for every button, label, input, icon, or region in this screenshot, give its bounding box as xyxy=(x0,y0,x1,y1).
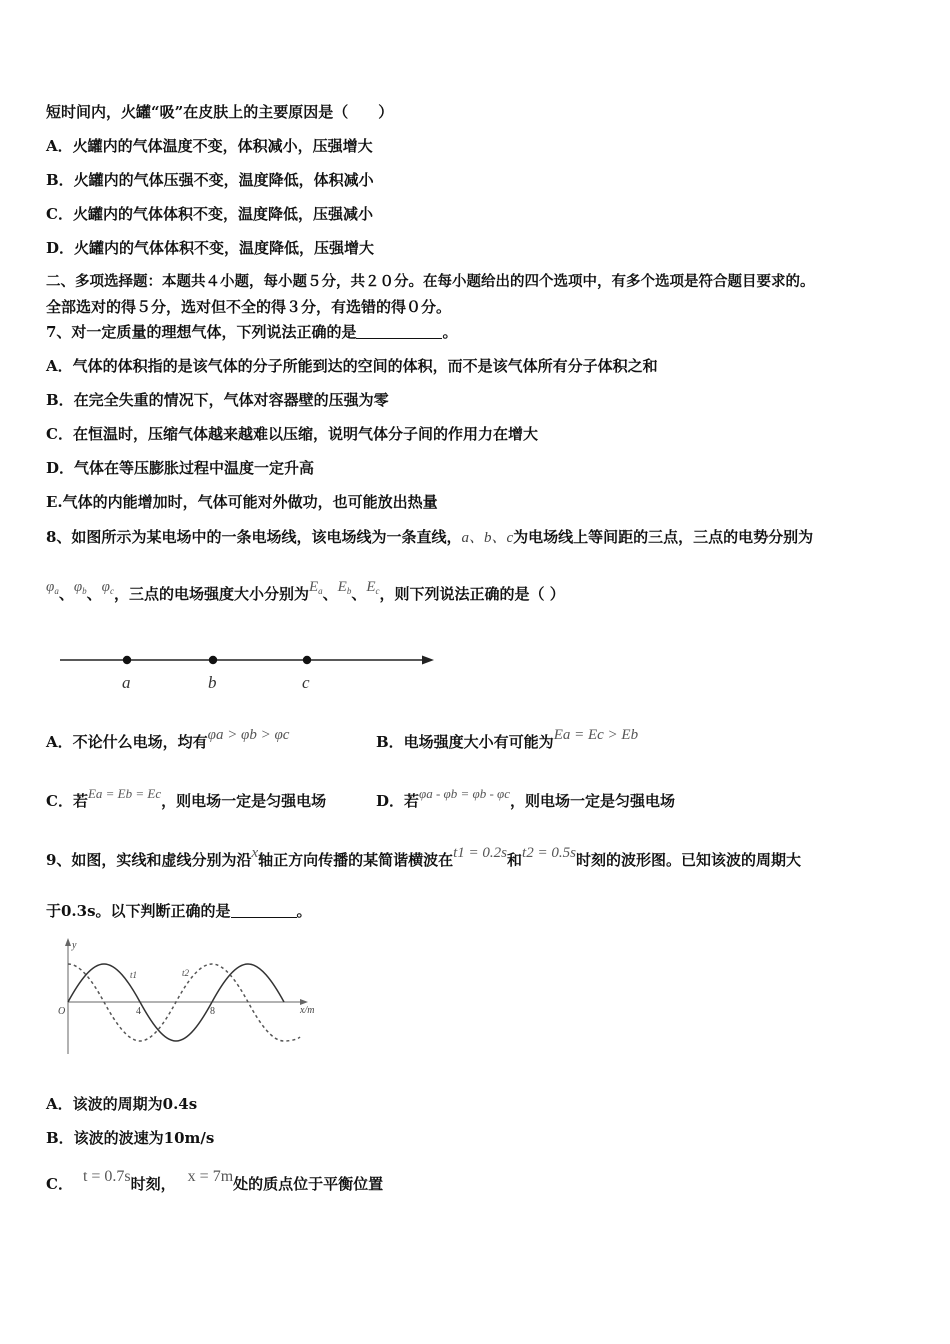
point-b-label: b xyxy=(208,673,217,692)
q9-stem-d: 时刻的波形图。已知该波的周期大 xyxy=(575,851,801,869)
q9-option-c-tail: 处的质点位于平衡位置 xyxy=(233,1175,384,1193)
q8-option-a-text: A．不论什么电场，均有 xyxy=(46,733,208,751)
phi-c-sub: c xyxy=(109,586,114,596)
q7-option-d: D．气体在等压膨胀过程中温度一定升高 xyxy=(46,459,315,477)
phi-a-sub: a xyxy=(54,586,59,596)
sep-2: 、 xyxy=(86,585,102,603)
q8-option-d xyxy=(376,786,675,812)
origin-label: O xyxy=(58,1006,66,1017)
q8-option-d-tail: ，则电场一定是匀强电场 xyxy=(509,792,675,810)
q8-points-abc: a、b、c xyxy=(461,530,514,546)
x-axis-label: x/m xyxy=(300,1005,315,1016)
section2-heading-line2: 全部选对的得５分，选对但不全的得３分，有选错的得０分。 xyxy=(46,298,452,316)
q6-stem: 短时间内，火罐“吸”在皮肤上的主要原因是（ ） xyxy=(46,103,394,121)
y-axis-label: y xyxy=(72,940,77,951)
q9-option-c-mid: 时刻， xyxy=(130,1175,176,1193)
q7-option-e: E.气体的内能增加时，气体可能对外做功，也可能放出热量 xyxy=(46,493,438,511)
q9-option-a: A．该波的周期为0.4s xyxy=(46,1095,198,1113)
q9-wave-graph xyxy=(56,936,326,1058)
q8-option-d-math: φa - φb = φb - φc xyxy=(419,786,510,801)
q8-option-b-math: Ea = Ec > Eb xyxy=(553,727,639,743)
q8-option-c-math: Ea = Eb = Ec xyxy=(87,786,162,801)
q7-answer-blank xyxy=(356,338,442,339)
point-a-label: a xyxy=(122,673,131,692)
q8-stem-c: ，三点的电场强度大小分别为 xyxy=(113,585,309,603)
q8-stem-line2 xyxy=(46,579,565,609)
phi-b-symbol: φ xyxy=(73,579,83,595)
y-axis-arrow-icon xyxy=(65,938,71,946)
q9-option-c xyxy=(46,1168,384,1195)
q9-stem-c: 和 xyxy=(507,851,523,869)
q9-stem-end: 。 xyxy=(296,902,312,920)
q9-t2: t2 = 0.5s xyxy=(522,845,576,861)
q9-stem-line2 xyxy=(46,901,312,921)
phi-b-sub: b xyxy=(82,586,87,596)
t2-curve-label: t2 xyxy=(182,968,190,978)
e-c-symbol: E xyxy=(366,579,376,595)
q9-option-b: B．该波的波速为10m/s xyxy=(46,1129,215,1147)
field-arrow-icon xyxy=(422,656,434,665)
q8-option-b xyxy=(376,727,639,753)
e-a-sub: a xyxy=(318,586,323,596)
q7-stem-text: 7、对一定质量的理想气体，下列说法正确的是 xyxy=(46,323,357,341)
point-b-dot xyxy=(209,656,217,664)
point-a-dot xyxy=(123,656,131,664)
tick-label-4: 4 xyxy=(136,1006,141,1017)
point-c-dot xyxy=(303,656,311,664)
q9-stem-a: 9、如图，实线和虚线分别为沿 xyxy=(46,851,252,869)
q8-field-line-figure xyxy=(56,648,438,694)
q6-option-a: A．火罐内的气体温度不变，体积减小，压强增大 xyxy=(46,137,373,155)
q9-stem-b: 轴正方向传播的某简谐横波在 xyxy=(258,851,454,869)
q8-option-c-tail: ，则电场一定是匀强电场 xyxy=(161,792,327,810)
section2-heading-line1: 二、多项选择题：本题共４小题，每小题５分，共２０分。在每小题给出的四个选项中，有多个选项是符合题目要求的。 xyxy=(46,273,815,290)
q7-stem xyxy=(46,322,457,342)
q8-stem-line1 xyxy=(46,527,813,548)
q6-option-b: B．火罐内的气体压强不变，温度降低，体积减小 xyxy=(46,171,374,189)
q8-stem-a: 8、如图所示为某电场中的一条电场线，该电场线为一条直线， xyxy=(46,528,462,546)
phi-c-symbol: φ xyxy=(101,579,110,595)
q9-stem-line1 xyxy=(46,845,801,871)
q8-option-a-math: φa > φb > φc xyxy=(207,727,290,743)
q8-option-d-text: D．若 xyxy=(376,792,420,810)
q8-option-c xyxy=(46,786,327,812)
tick-label-8: 8 xyxy=(210,1006,215,1017)
q9-option-c-label: C． xyxy=(46,1175,73,1193)
q6-option-d: D．火罐内的气体体积不变，温度降低，压强增大 xyxy=(46,239,375,257)
q7-option-b: B．在完全失重的情况下，气体对容器壁的压强为零 xyxy=(46,391,389,409)
q8-option-b-text: B．电场强度大小有可能为 xyxy=(376,733,554,751)
t1-curve-label: t1 xyxy=(130,970,138,980)
sep-4: 、 xyxy=(351,585,367,603)
q9-t1: t1 = 0.2s xyxy=(453,845,508,861)
q9-option-c-math2: x = 7m xyxy=(187,1168,234,1185)
sep-3: 、 xyxy=(322,585,338,603)
e-a-symbol: E xyxy=(308,579,319,595)
q9-x-var: x xyxy=(251,845,259,861)
q8-option-c-text: C．若 xyxy=(46,792,88,810)
q8-option-a xyxy=(46,727,290,753)
q9-option-c-math1: t = 0.7s xyxy=(82,1168,131,1185)
q7-option-a: A．气体的体积指的是该气体的分子所能到达的空间的体积，而不是该气体所有分子体积之和 xyxy=(46,357,658,375)
q9-stem-e: 于0.3s。以下判断正确的是 xyxy=(46,902,231,920)
q9-answer-blank xyxy=(231,917,297,918)
q7-stem-end: 。 xyxy=(442,323,458,341)
q8-stem-b: 为电场线上等间距的三点，三点的电势分别为 xyxy=(513,528,814,546)
e-b-symbol: E xyxy=(337,579,347,595)
phi-a-symbol: φ xyxy=(46,579,55,595)
sep-1: 、 xyxy=(58,585,74,603)
e-c-sub: c xyxy=(375,586,380,596)
q7-option-c: C．在恒温时，压缩气体越来越难以压缩，说明气体分子间的作用力在增大 xyxy=(46,425,538,443)
point-c-label: c xyxy=(302,673,310,692)
q8-stem-d: ，则下列说法正确的是（ ） xyxy=(379,585,565,603)
e-b-sub: b xyxy=(346,586,352,596)
q6-option-c: C．火罐内的气体体积不变，温度降低，压强减小 xyxy=(46,205,373,223)
